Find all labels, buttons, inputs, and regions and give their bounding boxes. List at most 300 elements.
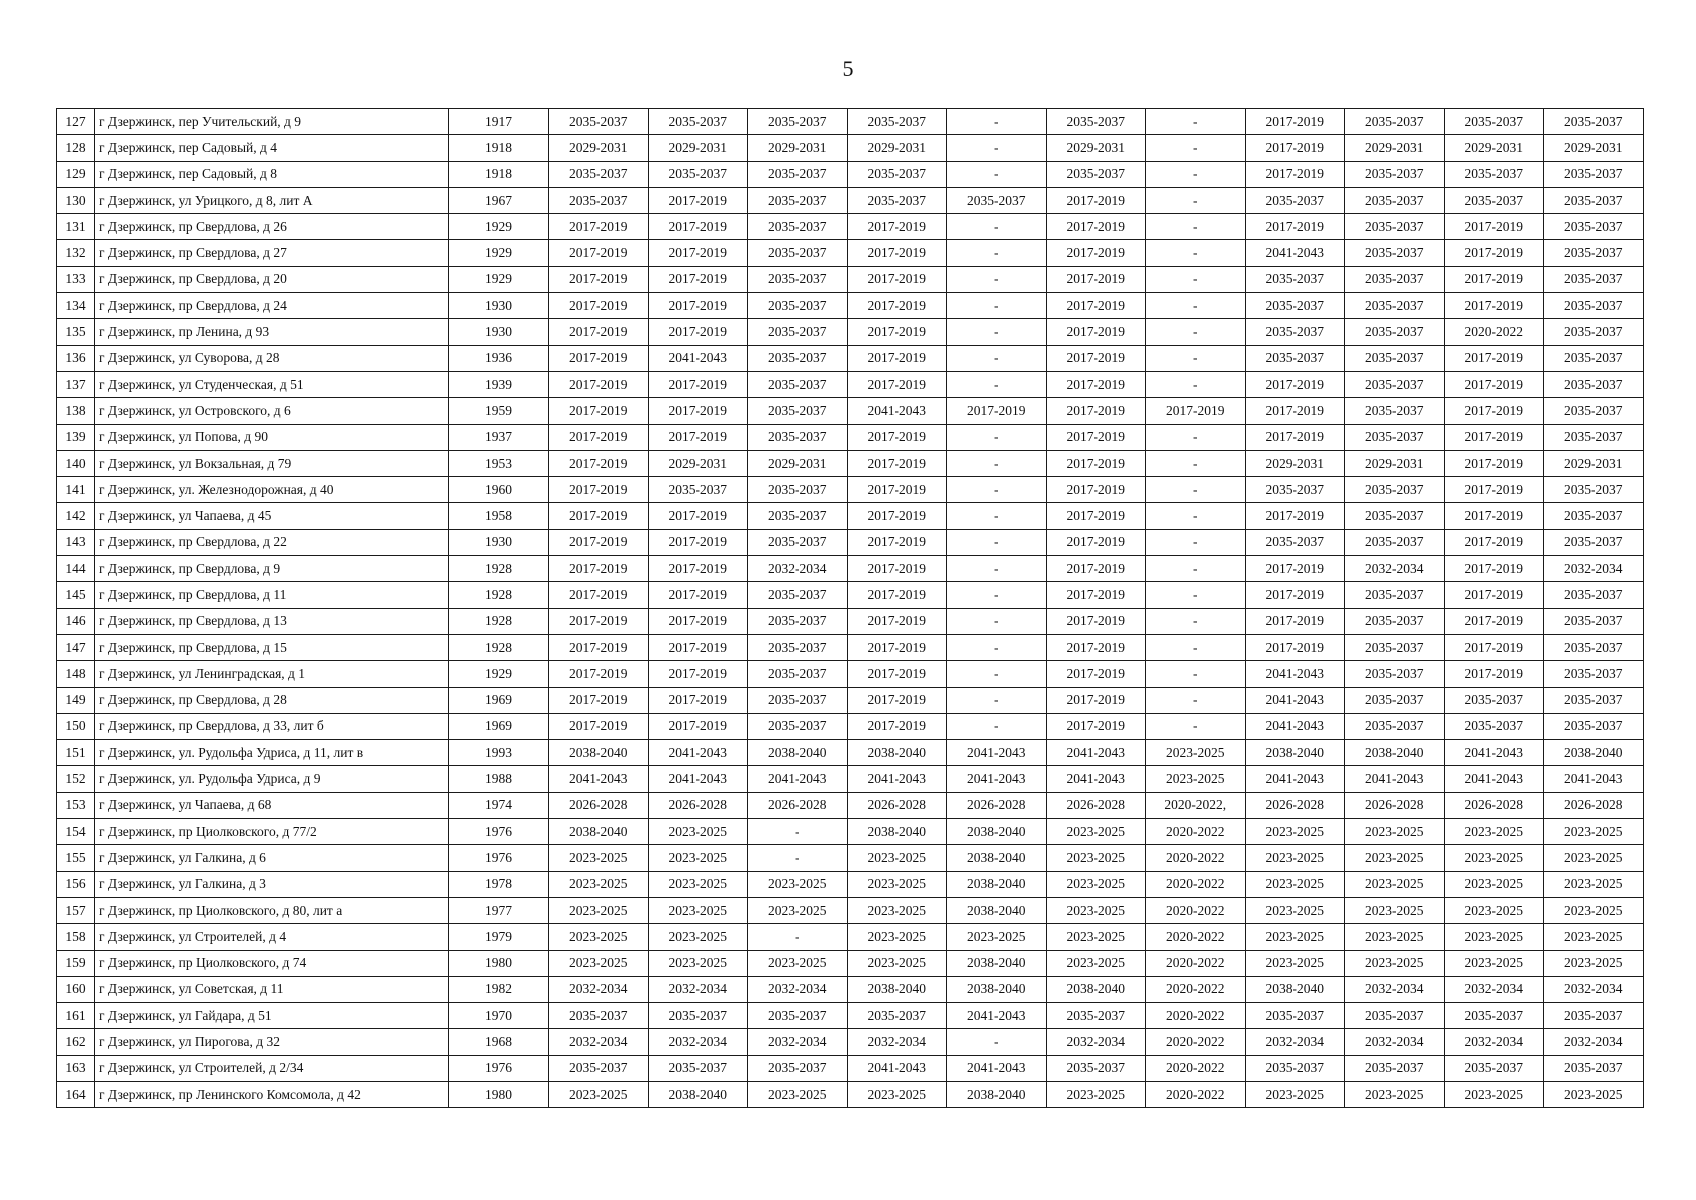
table-body [57, 109, 1644, 1108]
repair-period-cell: - [947, 634, 1047, 660]
row-number-cell: 134 [57, 293, 95, 319]
table-row [57, 950, 1644, 976]
repair-period-cell: 2032-2034 [549, 1029, 649, 1055]
repair-period-cell: 2029-2031 [549, 135, 649, 161]
table-row [57, 976, 1644, 1002]
repair-period-cell: 2017-2019 [1245, 398, 1345, 424]
year-built-cell: 1929 [449, 661, 549, 687]
repair-period-cell: 2035-2037 [549, 187, 649, 213]
year-built-cell: 1918 [449, 135, 549, 161]
repair-period-cell: 2038-2040 [947, 1081, 1047, 1107]
repair-period-cell: 2029-2031 [1046, 135, 1146, 161]
address-cell: г Дзержинск, ул Урицкого, д 8, лит А [95, 187, 449, 213]
repair-period-cell: 2026-2028 [1544, 792, 1644, 818]
address-cell: г Дзержинск, пр Свердлова, д 22 [95, 529, 449, 555]
repair-period-cell: 2023-2025 [847, 845, 947, 871]
repair-period-cell: 2035-2037 [1444, 109, 1544, 135]
repair-period-cell: 2017-2019 [1146, 398, 1246, 424]
repair-period-cell: 2017-2019 [1245, 634, 1345, 660]
repair-period-cell: - [1146, 450, 1246, 476]
repair-period-cell: 2035-2037 [1544, 293, 1644, 319]
address-cell: г Дзержинск, ул Галкина, д 3 [95, 871, 449, 897]
repair-period-cell: 2038-2040 [1245, 976, 1345, 1002]
repair-period-cell: 2017-2019 [549, 687, 649, 713]
repair-period-cell: 2017-2019 [847, 503, 947, 529]
repair-period-cell: 2035-2037 [847, 161, 947, 187]
address-cell: г Дзержинск, пр Свердлова, д 26 [95, 214, 449, 240]
address-cell: г Дзержинск, ул Строителей, д 2/34 [95, 1055, 449, 1081]
repair-period-cell: 2017-2019 [847, 634, 947, 660]
row-number-cell: 133 [57, 266, 95, 292]
row-number-cell: 143 [57, 529, 95, 555]
repair-period-cell: 2017-2019 [648, 529, 748, 555]
repair-period-cell: 2035-2037 [847, 109, 947, 135]
repair-period-cell: - [947, 345, 1047, 371]
table-row [57, 109, 1644, 135]
repair-period-cell: 2017-2019 [1046, 345, 1146, 371]
repair-period-cell: 2035-2037 [1444, 687, 1544, 713]
repair-period-cell: 2035-2037 [549, 1055, 649, 1081]
repair-period-cell: - [1146, 424, 1246, 450]
table-row [57, 398, 1644, 424]
repair-period-cell: 2032-2034 [1544, 976, 1644, 1002]
repair-period-cell: 2017-2019 [648, 214, 748, 240]
repair-period-cell: 2038-2040 [549, 819, 649, 845]
repair-period-cell: 2029-2031 [1245, 450, 1345, 476]
repair-period-cell: 2017-2019 [549, 266, 649, 292]
repair-period-cell: 2023-2025 [1046, 1081, 1146, 1107]
repair-period-cell: 2017-2019 [1245, 161, 1345, 187]
year-built-cell: 1929 [449, 240, 549, 266]
repair-period-cell: 2023-2025 [1046, 871, 1146, 897]
repair-period-cell: 2032-2034 [1444, 1029, 1544, 1055]
repair-period-cell: 2032-2034 [549, 976, 649, 1002]
repair-period-cell: 2017-2019 [648, 319, 748, 345]
row-number-cell: 150 [57, 713, 95, 739]
repair-period-cell: - [947, 608, 1047, 634]
repair-period-cell: 2035-2037 [1245, 477, 1345, 503]
address-cell: г Дзержинск, пр Ленинского Комсомола, д 42 [95, 1081, 449, 1107]
repair-period-cell: - [947, 556, 1047, 582]
repair-period-cell: 2035-2037 [748, 214, 848, 240]
year-built-cell: 1930 [449, 319, 549, 345]
repair-period-cell: 2029-2031 [648, 450, 748, 476]
repair-period-cell: 2023-2025 [1245, 950, 1345, 976]
repair-period-cell: 2023-2025 [1444, 1081, 1544, 1107]
table-row [57, 529, 1644, 555]
repair-period-cell: 2023-2025 [648, 819, 748, 845]
repair-period-cell: 2023-2025 [847, 871, 947, 897]
address-cell: г Дзержинск, ул Вокзальная, д 79 [95, 450, 449, 476]
address-cell: г Дзержинск, ул Ленинградская, д 1 [95, 661, 449, 687]
repair-period-cell: 2020-2022 [1146, 897, 1246, 923]
repair-period-cell: - [947, 687, 1047, 713]
repair-period-cell: 2017-2019 [1046, 661, 1146, 687]
repair-period-cell: 2020-2022 [1444, 319, 1544, 345]
repair-period-cell: - [947, 661, 1047, 687]
year-built-cell: 1928 [449, 556, 549, 582]
year-built-cell: 1976 [449, 845, 549, 871]
repair-period-cell: - [947, 424, 1047, 450]
year-built-cell: 1982 [449, 976, 549, 1002]
repair-period-cell: 2035-2037 [748, 161, 848, 187]
repair-period-cell: 2020-2022 [1146, 1055, 1246, 1081]
repair-period-cell: 2035-2037 [1345, 214, 1445, 240]
address-cell: г Дзержинск, ул Советская, д 11 [95, 976, 449, 1002]
repair-period-cell: 2017-2019 [1046, 713, 1146, 739]
repair-period-cell: 2017-2019 [549, 503, 649, 529]
repair-period-cell: 2035-2037 [1345, 661, 1445, 687]
repair-period-cell: 2035-2037 [1544, 109, 1644, 135]
repair-period-cell: 2017-2019 [1444, 582, 1544, 608]
repair-period-cell: 2017-2019 [847, 687, 947, 713]
repair-period-cell: 2017-2019 [1444, 608, 1544, 634]
repair-period-cell: 2035-2037 [1345, 187, 1445, 213]
address-cell: г Дзержинск, ул Пирогова, д 32 [95, 1029, 449, 1055]
repair-period-cell: 2023-2025 [1444, 897, 1544, 923]
row-number-cell: 140 [57, 450, 95, 476]
repair-period-cell: 2023-2025 [1245, 1081, 1345, 1107]
row-number-cell: 145 [57, 582, 95, 608]
repair-period-cell: 2023-2025 [1245, 924, 1345, 950]
repair-period-cell: 2017-2019 [549, 293, 649, 319]
repair-period-cell: 2017-2019 [847, 424, 947, 450]
repair-period-cell: 2035-2037 [549, 109, 649, 135]
repair-period-cell: 2041-2043 [648, 345, 748, 371]
repair-period-cell: 2017-2019 [549, 529, 649, 555]
address-cell: г Дзержинск, ул Островского, д 6 [95, 398, 449, 424]
repair-period-cell: 2035-2037 [648, 1055, 748, 1081]
table-row [57, 450, 1644, 476]
repair-period-cell: 2017-2019 [1046, 424, 1146, 450]
address-cell: г Дзержинск, пр Свердлова, д 33, лит б [95, 713, 449, 739]
repair-period-cell: 2017-2019 [549, 556, 649, 582]
repair-period-cell: 2017-2019 [549, 398, 649, 424]
repair-period-cell: 2023-2025 [1146, 740, 1246, 766]
row-number-cell: 129 [57, 161, 95, 187]
row-number-cell: 132 [57, 240, 95, 266]
repair-period-cell: 2023-2025 [1245, 845, 1345, 871]
repair-period-cell: 2035-2037 [1544, 687, 1644, 713]
repair-period-cell: 2017-2019 [1046, 582, 1146, 608]
repair-period-cell: 2035-2037 [847, 1003, 947, 1029]
row-number-cell: 161 [57, 1003, 95, 1029]
year-built-cell: 1980 [449, 950, 549, 976]
repair-period-cell: 2032-2034 [748, 556, 848, 582]
repair-period-cell: 2026-2028 [1345, 792, 1445, 818]
repair-period-cell: 2041-2043 [1245, 713, 1345, 739]
repair-period-cell: - [1146, 214, 1246, 240]
repair-period-cell: 2023-2025 [1146, 766, 1246, 792]
repair-period-cell: 2023-2025 [1544, 924, 1644, 950]
repair-period-cell: 2017-2019 [1046, 503, 1146, 529]
repair-period-cell: 2029-2031 [648, 135, 748, 161]
repair-period-cell: 2041-2043 [1245, 687, 1345, 713]
table-row [57, 319, 1644, 345]
repair-period-cell: 2041-2043 [847, 398, 947, 424]
address-cell: г Дзержинск, пр Свердлова, д 27 [95, 240, 449, 266]
repair-period-cell: 2017-2019 [1444, 214, 1544, 240]
repair-period-cell: 2041-2043 [947, 766, 1047, 792]
repair-period-cell: 2041-2043 [1345, 766, 1445, 792]
repair-period-cell: 2035-2037 [1544, 661, 1644, 687]
repair-period-cell: 2023-2025 [947, 924, 1047, 950]
repair-period-cell: 2017-2019 [947, 398, 1047, 424]
repair-period-cell: 2023-2025 [1046, 845, 1146, 871]
year-built-cell: 1953 [449, 450, 549, 476]
row-number-cell: 130 [57, 187, 95, 213]
table-row [57, 187, 1644, 213]
repair-period-cell: 2026-2028 [847, 792, 947, 818]
repair-period-cell: 2035-2037 [748, 582, 848, 608]
repair-period-cell: 2038-2040 [1345, 740, 1445, 766]
repair-period-cell: 2035-2037 [1544, 161, 1644, 187]
address-cell: г Дзержинск, пр Свердлова, д 9 [95, 556, 449, 582]
repair-period-cell: 2029-2031 [748, 135, 848, 161]
repair-period-cell: 2017-2019 [1046, 529, 1146, 555]
year-built-cell: 1960 [449, 477, 549, 503]
repair-period-cell: 2023-2025 [1245, 871, 1345, 897]
repair-period-cell: 2035-2037 [1544, 582, 1644, 608]
year-built-cell: 1980 [449, 1081, 549, 1107]
row-number-cell: 137 [57, 371, 95, 397]
repair-period-cell: 2035-2037 [1345, 1055, 1445, 1081]
repair-period-cell: 2023-2025 [549, 845, 649, 871]
repair-period-cell: 2017-2019 [1046, 477, 1146, 503]
repair-period-cell: 2029-2031 [847, 135, 947, 161]
repair-period-cell: 2023-2025 [648, 950, 748, 976]
repair-period-cell: 2023-2025 [1345, 924, 1445, 950]
repair-period-cell: 2035-2037 [1544, 477, 1644, 503]
repair-period-cell: 2017-2019 [549, 661, 649, 687]
repair-period-cell: 2035-2037 [1345, 293, 1445, 319]
repair-period-cell: 2017-2019 [1046, 187, 1146, 213]
repair-period-cell: 2017-2019 [1046, 293, 1146, 319]
year-built-cell: 1918 [449, 161, 549, 187]
table-row [57, 924, 1644, 950]
row-number-cell: 139 [57, 424, 95, 450]
repair-period-cell: 2017-2019 [549, 608, 649, 634]
repair-period-cell: 2041-2043 [1245, 766, 1345, 792]
repair-period-cell: 2023-2025 [1046, 950, 1146, 976]
repair-period-cell: 2017-2019 [648, 266, 748, 292]
row-number-cell: 135 [57, 319, 95, 345]
row-number-cell: 159 [57, 950, 95, 976]
table-row [57, 345, 1644, 371]
repair-period-cell: 2017-2019 [549, 214, 649, 240]
repair-period-cell: 2017-2019 [648, 503, 748, 529]
repair-period-cell: 2038-2040 [847, 740, 947, 766]
table-row [57, 161, 1644, 187]
repair-period-cell: 2017-2019 [847, 477, 947, 503]
repair-period-cell: - [947, 319, 1047, 345]
repair-period-cell: 2035-2037 [1245, 293, 1345, 319]
repair-period-cell: 2035-2037 [748, 477, 848, 503]
row-number-cell: 144 [57, 556, 95, 582]
repair-period-cell: 2017-2019 [847, 450, 947, 476]
repair-period-cell: 2035-2037 [1345, 529, 1445, 555]
repair-period-cell: 2017-2019 [1046, 266, 1146, 292]
repair-period-cell: - [947, 266, 1047, 292]
repair-period-cell: 2035-2037 [748, 503, 848, 529]
repair-period-cell: 2017-2019 [1046, 608, 1146, 634]
repair-period-cell: 2035-2037 [748, 713, 848, 739]
repair-period-cell: 2035-2037 [1345, 608, 1445, 634]
year-built-cell: 1974 [449, 792, 549, 818]
repair-period-cell: 2017-2019 [847, 345, 947, 371]
repair-period-cell: 2035-2037 [1345, 713, 1445, 739]
table-row [57, 371, 1644, 397]
table-row [57, 293, 1644, 319]
repair-period-cell: 2035-2037 [748, 187, 848, 213]
repair-period-cell: 2017-2019 [1046, 556, 1146, 582]
repair-period-cell: 2026-2028 [1444, 792, 1544, 818]
repair-period-cell: - [947, 1029, 1047, 1055]
repair-period-cell: 2023-2025 [1345, 819, 1445, 845]
repair-period-cell: 2035-2037 [1444, 187, 1544, 213]
address-cell: г Дзержинск, пр Свердлова, д 28 [95, 687, 449, 713]
repair-period-cell: - [1146, 687, 1246, 713]
repair-period-cell: 2023-2025 [549, 897, 649, 923]
repair-period-cell: 2020-2022 [1146, 1081, 1246, 1107]
table-row [57, 1003, 1644, 1029]
repair-period-cell: 2017-2019 [847, 240, 947, 266]
row-number-cell: 155 [57, 845, 95, 871]
repair-period-cell: 2026-2028 [549, 792, 649, 818]
repair-period-cell: 2041-2043 [748, 766, 848, 792]
repair-period-cell: - [748, 845, 848, 871]
repair-period-cell: 2029-2031 [1544, 450, 1644, 476]
repair-period-cell: 2017-2019 [1046, 634, 1146, 660]
repair-period-cell: 2029-2031 [748, 450, 848, 476]
repair-period-cell: 2017-2019 [1046, 687, 1146, 713]
repair-period-cell: 2017-2019 [549, 634, 649, 660]
repair-period-cell: 2029-2031 [1544, 135, 1644, 161]
repair-period-cell: 2035-2037 [1444, 713, 1544, 739]
repair-period-cell: 2035-2037 [1544, 424, 1644, 450]
repair-period-cell: 2017-2019 [549, 345, 649, 371]
repair-period-cell: 2035-2037 [748, 345, 848, 371]
repair-period-cell: 2017-2019 [847, 371, 947, 397]
repair-period-cell: 2017-2019 [648, 371, 748, 397]
address-cell: г Дзержинск, пр Свердлова, д 20 [95, 266, 449, 292]
repair-period-cell: 2035-2037 [1444, 1055, 1544, 1081]
repair-period-cell: 2035-2037 [1544, 1055, 1644, 1081]
repair-period-cell: 2035-2037 [1345, 266, 1445, 292]
repair-period-cell: 2032-2034 [1345, 556, 1445, 582]
repair-period-cell: 2017-2019 [1444, 450, 1544, 476]
year-built-cell: 1958 [449, 503, 549, 529]
year-built-cell: 1917 [449, 109, 549, 135]
repair-period-cell: 2035-2037 [1544, 240, 1644, 266]
row-number-cell: 152 [57, 766, 95, 792]
repair-period-cell: 2035-2037 [748, 687, 848, 713]
row-number-cell: 141 [57, 477, 95, 503]
repair-period-cell: 2041-2043 [1444, 766, 1544, 792]
repair-period-cell: 2017-2019 [847, 293, 947, 319]
repair-period-cell: 2035-2037 [1345, 503, 1445, 529]
table-row [57, 135, 1644, 161]
repair-period-cell: 2035-2037 [748, 240, 848, 266]
repair-period-cell: 2017-2019 [847, 214, 947, 240]
repair-period-cell: 2023-2025 [1544, 845, 1644, 871]
repair-period-cell: 2017-2019 [549, 240, 649, 266]
repair-period-cell: 2035-2037 [1544, 713, 1644, 739]
repair-period-cell: 2017-2019 [1245, 424, 1345, 450]
year-built-cell: 1928 [449, 582, 549, 608]
repair-period-cell: 2017-2019 [1046, 319, 1146, 345]
repair-period-cell: 2023-2025 [549, 950, 649, 976]
repair-period-cell: 2035-2037 [748, 1055, 848, 1081]
repair-period-cell: 2041-2043 [1544, 766, 1644, 792]
repair-period-cell: 2023-2025 [648, 871, 748, 897]
repair-period-cell: 2017-2019 [847, 661, 947, 687]
year-built-cell: 1978 [449, 871, 549, 897]
repair-period-cell: 2035-2037 [648, 1003, 748, 1029]
row-number-cell: 131 [57, 214, 95, 240]
repair-period-cell: 2032-2034 [1245, 1029, 1345, 1055]
repair-period-cell: 2032-2034 [648, 976, 748, 1002]
repair-period-cell: 2035-2037 [1444, 1003, 1544, 1029]
repair-period-cell: 2041-2043 [648, 766, 748, 792]
repair-period-cell: 2035-2037 [549, 1003, 649, 1029]
table-row [57, 556, 1644, 582]
repair-period-cell: - [748, 924, 848, 950]
repair-period-cell: 2017-2019 [847, 556, 947, 582]
repair-period-cell: 2035-2037 [1345, 424, 1445, 450]
repair-period-cell: 2017-2019 [1444, 477, 1544, 503]
address-cell: г Дзержинск, ул Чапаева, д 68 [95, 792, 449, 818]
repair-period-cell: 2035-2037 [748, 266, 848, 292]
repair-period-cell: 2017-2019 [648, 687, 748, 713]
repair-period-cell: 2041-2043 [1444, 740, 1544, 766]
year-built-cell: 1929 [449, 214, 549, 240]
year-built-cell: 1930 [449, 529, 549, 555]
table-row [57, 740, 1644, 766]
repair-period-cell: 2017-2019 [847, 319, 947, 345]
repair-period-cell: 2017-2019 [1245, 582, 1345, 608]
row-number-cell: 164 [57, 1081, 95, 1107]
repair-period-cell: 2035-2037 [1544, 187, 1644, 213]
repair-period-cell: 2035-2037 [1345, 582, 1445, 608]
year-built-cell: 1968 [449, 1029, 549, 1055]
repair-period-cell: 2035-2037 [1345, 687, 1445, 713]
repair-period-cell: 2038-2040 [947, 950, 1047, 976]
repair-period-cell: 2017-2019 [1245, 109, 1345, 135]
repair-period-cell: 2038-2040 [947, 845, 1047, 871]
repair-period-cell: - [947, 240, 1047, 266]
repair-period-cell: 2017-2019 [648, 608, 748, 634]
repair-period-cell: - [947, 450, 1047, 476]
repair-period-cell: 2035-2037 [748, 398, 848, 424]
repair-period-cell: 2026-2028 [748, 792, 848, 818]
repair-period-cell: 2017-2019 [648, 424, 748, 450]
table-row [57, 897, 1644, 923]
address-cell: г Дзержинск, ул. Рудольфа Удриса, д 11, лит в [95, 740, 449, 766]
repair-period-cell: 2017-2019 [648, 398, 748, 424]
repair-period-cell: 2017-2019 [648, 240, 748, 266]
year-built-cell: 1930 [449, 293, 549, 319]
repair-period-cell: 2035-2037 [1345, 319, 1445, 345]
repair-period-cell: 2017-2019 [549, 319, 649, 345]
table-row [57, 477, 1644, 503]
repair-period-cell: - [947, 477, 1047, 503]
repair-period-cell: 2035-2037 [1245, 529, 1345, 555]
repair-period-cell: 2017-2019 [1444, 634, 1544, 660]
repair-period-cell: 2026-2028 [1046, 792, 1146, 818]
row-number-cell: 151 [57, 740, 95, 766]
repair-period-cell: 2023-2025 [847, 950, 947, 976]
